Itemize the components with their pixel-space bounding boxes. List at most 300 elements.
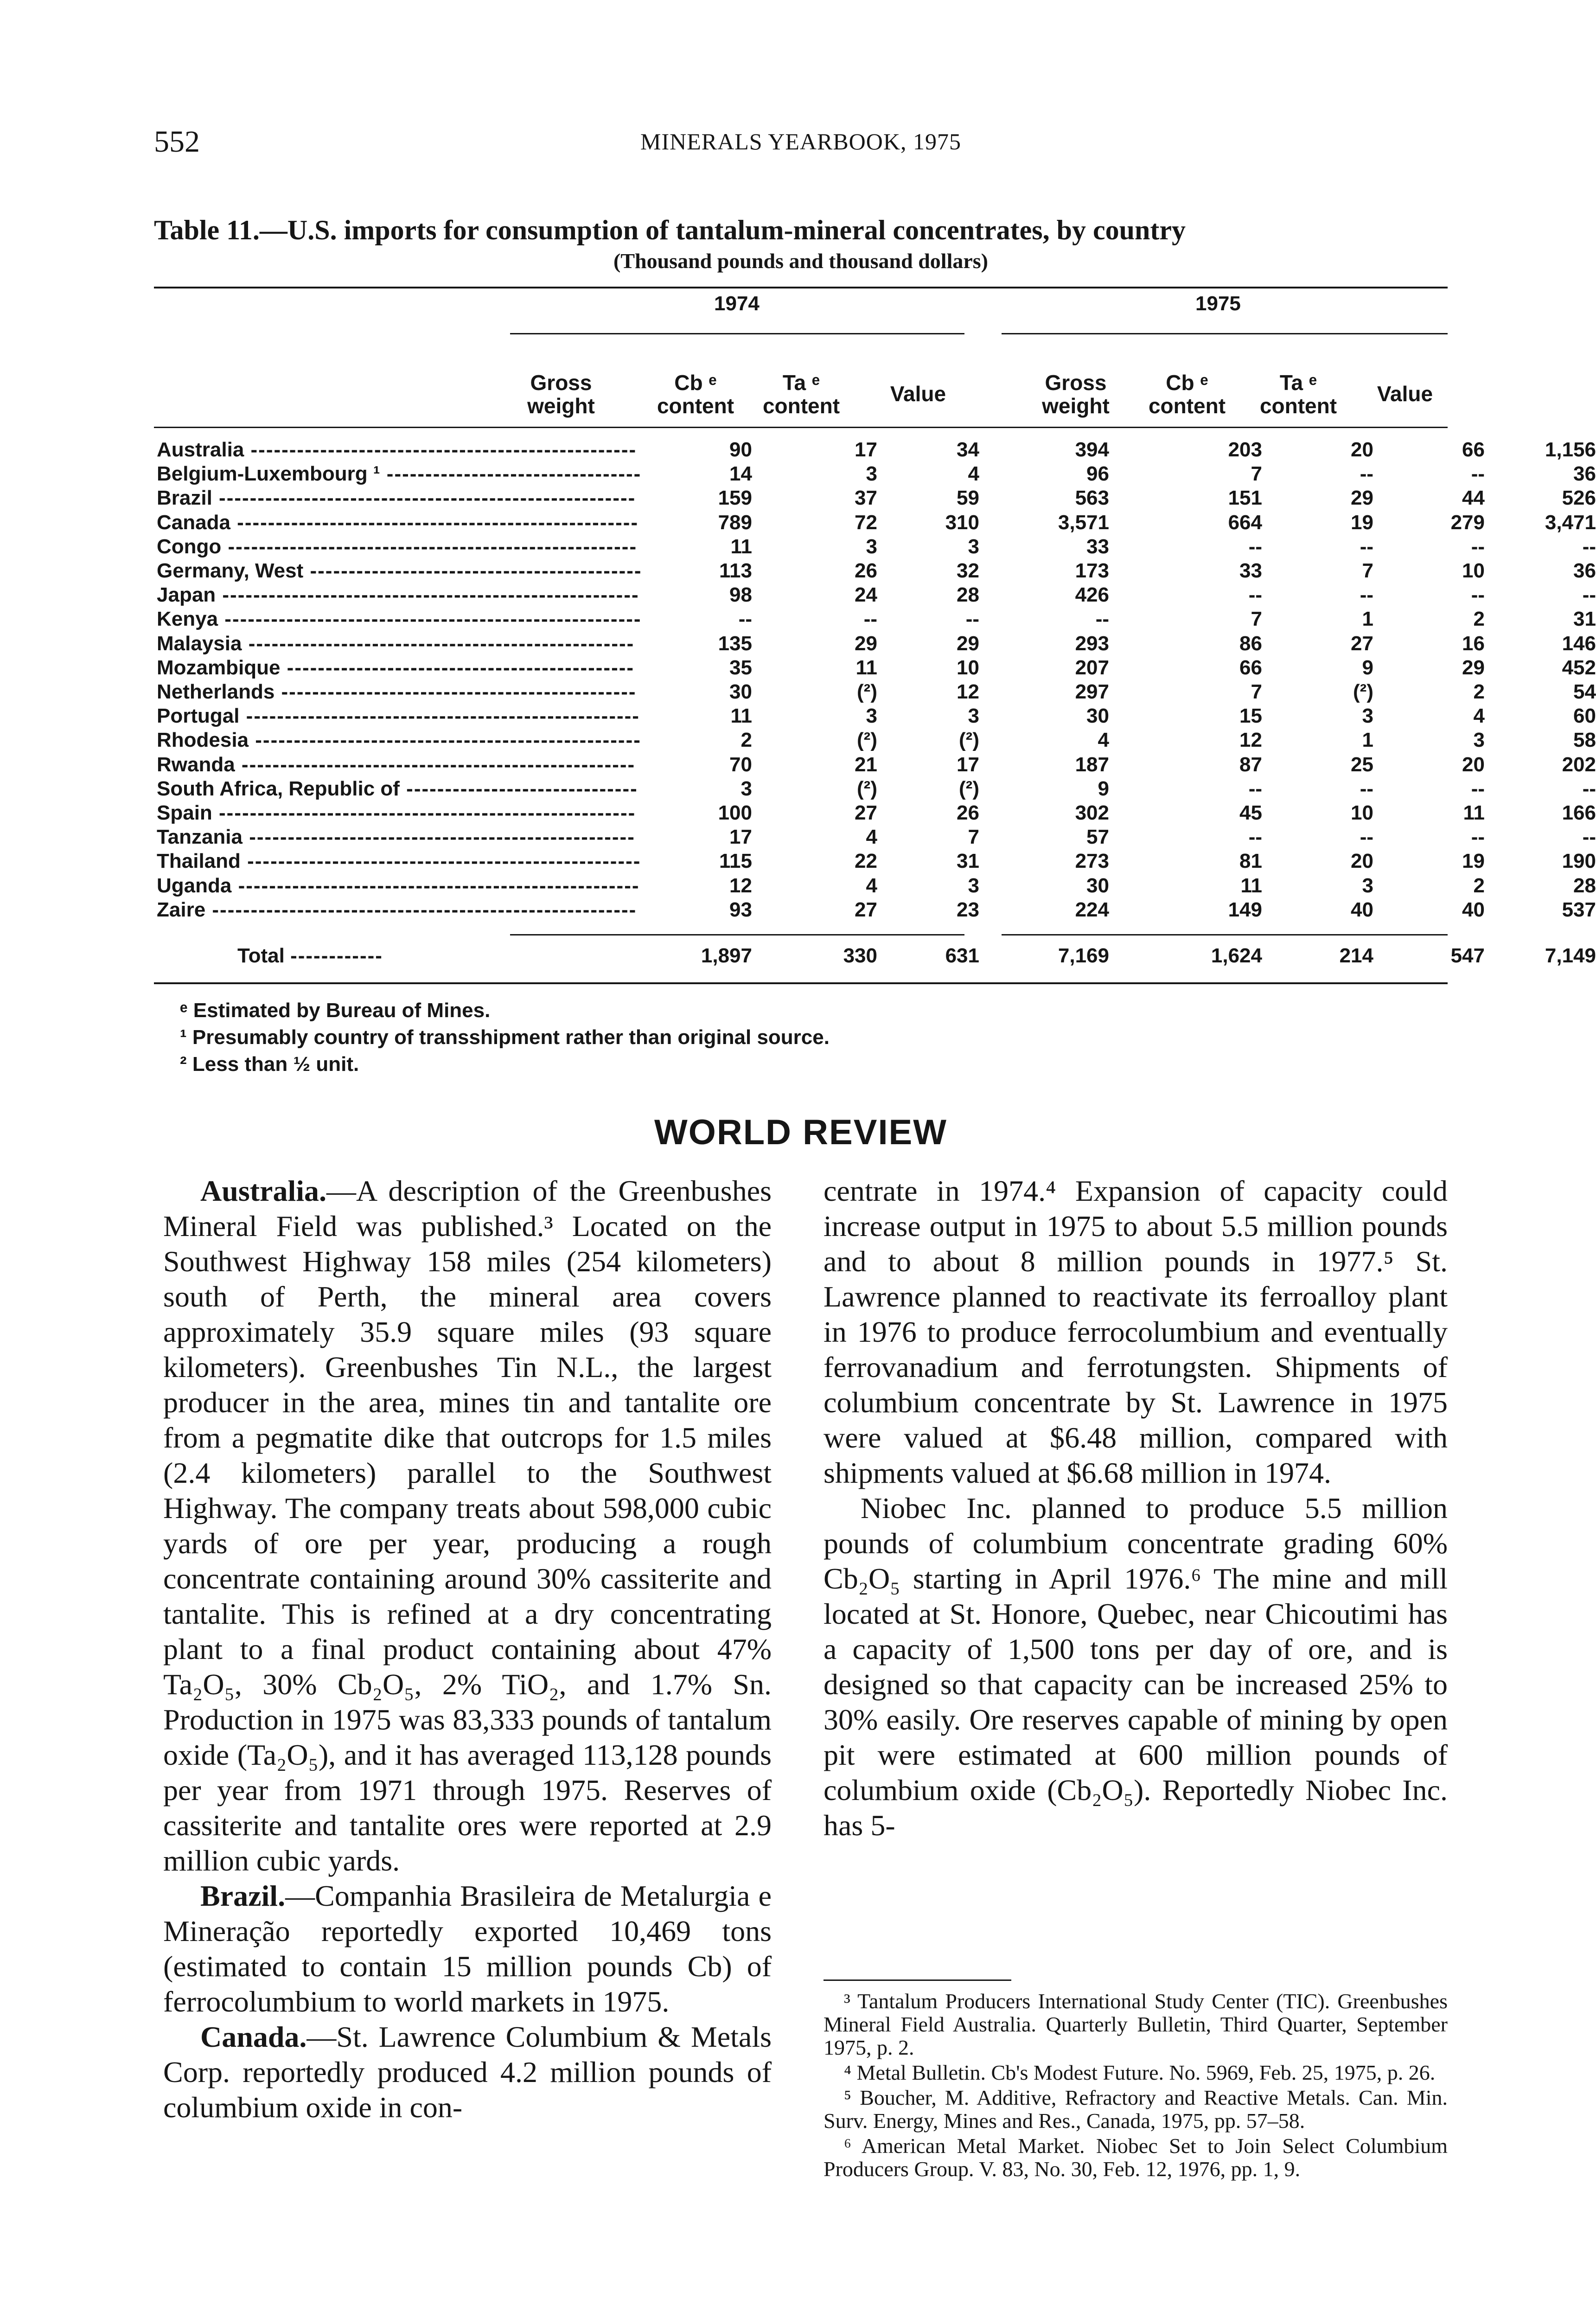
col-head-1974-ta	[755, 371, 848, 417]
total-label	[237, 944, 383, 967]
leader-dots: ------------	[290, 944, 383, 967]
value-cell: 3	[968, 705, 979, 728]
value-cell: 4	[968, 462, 979, 486]
value-cell: 9	[1098, 777, 1109, 800]
footnote-rule	[824, 1979, 1011, 1981]
value-cell: 19	[1351, 511, 1373, 534]
value-cell: 7	[1251, 680, 1262, 703]
country-cell	[157, 632, 634, 655]
value-cell: --	[1360, 583, 1373, 607]
paragraph-brazil	[163, 1878, 772, 2019]
value-cell: 3	[1362, 705, 1373, 728]
table-row	[154, 705, 1596, 729]
value-cell: 1,156	[1545, 438, 1596, 461]
leader-dots: ------------------------------------------------------	[212, 487, 636, 510]
year-1974-rule	[510, 333, 964, 334]
value-cell: 44	[1462, 487, 1485, 510]
value-cell: 135	[718, 632, 752, 655]
total-cell: 1,897	[701, 944, 752, 967]
value-cell: 30	[1086, 705, 1109, 728]
value-cell: 29	[957, 632, 979, 655]
leader-dots: ------------------------------	[399, 777, 638, 800]
value-cell: 10	[957, 656, 979, 679]
total-cell: 547	[1450, 944, 1485, 967]
table-row	[154, 850, 1596, 874]
table-row	[154, 801, 1596, 826]
value-cell: 426	[1075, 583, 1109, 607]
value-cell: 11	[1240, 874, 1262, 897]
col-head-line: Cb ᵉ	[674, 371, 717, 395]
value-cell: 20	[1351, 438, 1373, 461]
leader-dots: -------------------------------------------	[303, 559, 642, 582]
country-cell	[157, 777, 638, 801]
paragraph-australia	[163, 1173, 772, 1878]
value-cell: 11	[855, 656, 877, 679]
value-cell: 7	[968, 826, 979, 849]
value-cell: --	[965, 608, 979, 631]
country-cell	[157, 608, 642, 631]
leader-dots: ----------------------------------------------------	[230, 511, 639, 534]
value-cell: --	[1582, 777, 1596, 800]
col-head-line: Ta ᵉ	[1279, 371, 1317, 395]
value-cell: --	[1471, 462, 1485, 486]
value-cell: 34	[957, 438, 979, 461]
value-cell: 32	[957, 559, 979, 582]
value-cell: 3	[1473, 729, 1485, 752]
leader-dots: ------------------------------------------------------	[218, 608, 642, 631]
country-cell	[157, 680, 637, 704]
table-row	[154, 462, 1596, 487]
value-cell: 81	[1239, 850, 1262, 873]
table-row	[154, 511, 1596, 535]
value-cell: --	[1360, 826, 1373, 849]
table-row	[154, 535, 1596, 559]
value-cell: 19	[1462, 850, 1485, 873]
value-cell: 4	[1473, 705, 1485, 728]
value-cell: 149	[1228, 898, 1262, 921]
value-cell: 3	[968, 535, 979, 558]
text-brazil: —Companhia Brasileira de Metalurgia e Mineração reportedly exported 10,469 tons (estimated to contain 15 million pounds Cb) of ferrocolumbium to world markets in 1975.	[163, 1879, 772, 2018]
value-cell: 3	[866, 705, 877, 728]
value-cell: 1	[1362, 608, 1373, 631]
value-cell: 45	[1239, 801, 1262, 824]
value-cell: (²)	[959, 729, 979, 752]
value-cell: --	[1360, 462, 1373, 486]
table-row	[154, 487, 1596, 511]
value-cell: 297	[1075, 680, 1109, 703]
country-name: Rhodesia	[157, 729, 249, 752]
value-cell: 10	[1462, 559, 1485, 582]
country-cell	[157, 753, 635, 776]
value-cell: 40	[1462, 898, 1485, 921]
country-name: Belgium-Luxembourg ¹	[157, 462, 380, 486]
value-cell: 293	[1075, 632, 1109, 655]
value-cell: 537	[1562, 898, 1596, 921]
table-row	[154, 680, 1596, 705]
table-row	[154, 583, 1596, 608]
value-cell: 310	[945, 511, 979, 534]
leader-dots: --------------------------------------------------	[243, 826, 635, 849]
value-cell: 202	[1562, 753, 1596, 776]
value-cell: 27	[855, 898, 877, 921]
value-cell: 166	[1562, 801, 1596, 824]
value-cell: 27	[855, 801, 877, 824]
leader-dots: ---------------------------------	[380, 462, 642, 486]
value-cell: 96	[1086, 462, 1109, 486]
col-head-1975-ta	[1252, 371, 1345, 417]
value-cell: (²)	[1353, 680, 1373, 703]
value-cell: 31	[1573, 608, 1596, 631]
value-cell: --	[738, 608, 752, 631]
value-cell: 12	[1239, 729, 1262, 752]
country-cell	[157, 850, 641, 873]
country-cell	[157, 874, 640, 897]
lead-australia: Australia.	[200, 1174, 326, 1207]
col-head-1975-value	[1363, 382, 1447, 405]
col-head-1974-gross	[519, 371, 603, 417]
value-cell: 3	[741, 777, 752, 800]
value-cell: 40	[1351, 898, 1373, 921]
value-cell: 66	[1239, 656, 1262, 679]
value-cell: 203	[1228, 438, 1262, 461]
value-cell: --	[1360, 535, 1373, 558]
value-cell: 2	[741, 729, 752, 752]
country-cell	[157, 656, 634, 679]
value-cell: 173	[1075, 559, 1109, 582]
value-cell: 11	[730, 705, 752, 728]
total-label-text: Total	[237, 944, 285, 967]
value-cell: 17	[729, 826, 752, 849]
value-cell: 29	[1462, 656, 1485, 679]
text-australia: —A description of the Greenbushes Mineral Field was published.³ Located on the Southwest Highway 158 miles (254 kilometers) south of Perth, the mineral area covers approximately 35.9 square miles (93 square kilometers). Greenbushes Tin N.L., the largest producer in the area, mines tin and tantalite ore from a pegmatite dike that outcrops for 1.5 miles (2.4 kilometers) parallel to the Southwest Highway. The company treats about 598,000 cubic yards of ore per year, producing a rough concentrate containing around 30% cassiterite and tantalite. This is refined at a dry concentrating plant to a final product containing about 47% Ta₂O₅, 30% Cb₂O₅, 2% TiO₂, and 1.7% Sn. Production in 1975 was 83,333 pounds of tantalum oxide (Ta₂O₅), and it has averaged 113,128 pounds per year from 1971 through 1975. Reserves of cassiterite and tantalite ores were reported at 2.9 million cubic yards.	[163, 1174, 772, 1877]
leader-dots: ----------------------------------------------------	[231, 874, 640, 897]
country-name: Mozambique	[157, 656, 281, 679]
country-name: Congo	[157, 535, 222, 558]
value-cell: 22	[855, 850, 877, 873]
value-cell: --	[1582, 826, 1596, 849]
value-cell: 58	[1573, 729, 1596, 752]
value-cell: 7	[1251, 608, 1262, 631]
table-notes	[180, 997, 830, 1078]
value-cell: --	[1360, 777, 1373, 800]
value-cell: 57	[1086, 826, 1109, 849]
value-cell: 87	[1239, 753, 1262, 776]
paragraph-canada	[163, 2019, 772, 2125]
value-cell: 302	[1075, 801, 1109, 824]
country-cell	[157, 801, 636, 825]
value-cell: 159	[718, 487, 752, 510]
value-cell: 93	[729, 898, 752, 921]
value-cell: 3,471	[1545, 511, 1596, 534]
total-cell: 7,169	[1058, 944, 1109, 967]
value-cell: --	[1471, 826, 1485, 849]
country-name: Kenya	[157, 608, 218, 631]
col-head-line: content	[657, 394, 734, 418]
country-cell	[157, 898, 637, 922]
country-name: Rwanda	[157, 753, 235, 776]
footnote: ³ Tantalum Producers International Study Center (TIC). Greenbushes Mineral Field Australia. Quarterly Bulletin, Third Quarter, September 1975, p. 2.	[824, 1989, 1448, 2059]
country-cell	[157, 559, 642, 583]
value-cell: 35	[729, 656, 752, 679]
country-cell	[157, 535, 637, 558]
value-cell: 26	[957, 801, 979, 824]
value-cell: 789	[718, 511, 752, 534]
country-cell	[157, 511, 638, 534]
value-cell: 452	[1562, 656, 1596, 679]
total-rule-1975	[1002, 934, 1448, 935]
value-cell: 33	[1086, 535, 1109, 558]
value-cell: 12	[957, 680, 979, 703]
value-cell: --	[1471, 777, 1485, 800]
total-cell: 330	[843, 944, 877, 967]
country-name: Spain	[157, 801, 212, 824]
value-cell: 146	[1562, 632, 1596, 655]
footnote: ⁴ Metal Bulletin. Cb's Modest Future. No. 5969, Feb. 25, 1975, p. 26.	[844, 2061, 1436, 2084]
value-cell: 14	[729, 462, 752, 486]
value-cell: 90	[729, 438, 752, 461]
leader-dots: ---------------------------------------------------	[240, 850, 641, 873]
value-cell: 9	[1362, 656, 1373, 679]
value-cell: (²)	[959, 777, 979, 800]
value-cell: 30	[1086, 874, 1109, 897]
table-subtitle: (Thousand pounds and thousand dollars)	[613, 249, 988, 273]
value-cell: --	[1095, 608, 1109, 631]
leader-dots: ----------------------------------------------	[275, 680, 637, 703]
value-cell: 2	[1473, 608, 1485, 631]
value-cell: 1	[1362, 729, 1373, 752]
table-row	[154, 826, 1596, 850]
value-cell: 4	[866, 874, 877, 897]
value-cell: 279	[1450, 511, 1485, 534]
value-cell: 20	[1351, 850, 1373, 873]
value-cell: 29	[855, 632, 877, 655]
col-head-line: content	[1148, 394, 1226, 418]
col-head-line: weight	[527, 394, 595, 418]
value-cell: --	[1248, 777, 1262, 800]
table-row	[154, 729, 1596, 753]
value-cell: --	[1248, 535, 1262, 558]
total-cell: 631	[945, 944, 979, 967]
leader-dots: -------------------------------------------------------	[205, 898, 637, 921]
value-cell: (²)	[857, 777, 877, 800]
table-row	[154, 559, 1596, 583]
table-row	[154, 656, 1596, 680]
value-cell: 100	[718, 801, 752, 824]
value-cell: (²)	[857, 729, 877, 752]
text-canada: —St. Lawrence Columbium & Metals Corp. reportedly produced 4.2 million pounds of columbium oxide in con-	[163, 2020, 772, 2124]
value-cell: 36	[1573, 462, 1596, 486]
section-heading: WORLD REVIEW	[654, 1113, 947, 1152]
country-name: Netherlands	[157, 680, 275, 703]
table-row	[154, 632, 1596, 656]
value-cell: 3	[968, 874, 979, 897]
table-note: ¹ Presumably country of transshipment rather than original source.	[180, 1026, 830, 1049]
col-head-line: Gross	[530, 371, 592, 395]
paragraph-niobec: Niobec Inc. planned to produce 5.5 million pounds of columbium concentrate grading 60% Cb₂O₅ starting in April 1976.⁶ The mine and mill located at St. Honore, Quebec, near Chicoutimi has a capacity of 1,500 tons per day of ore, and is designed so that capacity can be increased 25% to 30% easily. Ore reserves capable of mining by open pit were estimated at 600 million pounds of columbium oxide (Cb₂O₅). Reportedly Niobec Inc. has 5-	[824, 1492, 1448, 1842]
lead-canada: Canada.	[200, 2020, 307, 2053]
table-row	[154, 777, 1596, 801]
value-cell: 2	[1473, 680, 1485, 703]
year-label-1975: 1975	[1195, 292, 1241, 315]
value-cell: 11	[1463, 801, 1485, 824]
value-cell: 151	[1228, 487, 1262, 510]
value-cell: 187	[1075, 753, 1109, 776]
country-name: Uganda	[157, 874, 232, 897]
year-label-1974: 1974	[714, 292, 760, 315]
table-row	[154, 753, 1596, 777]
country-name: Brazil	[157, 487, 212, 510]
col-head-1974-value	[876, 382, 960, 405]
footnote: ⁶ American Metal Market. Niobec Set to Join Select Columbium Producers Group. V. 83, No. 30, Feb. 12, 1976, pp. 1, 9.	[824, 2134, 1448, 2181]
country-name: Thailand	[157, 850, 241, 873]
country-name: South Africa, Republic of	[157, 777, 400, 800]
col-head-line: Ta ᵉ	[782, 371, 820, 395]
value-cell: 12	[729, 874, 752, 897]
value-cell: 7	[1251, 462, 1262, 486]
value-cell: 72	[855, 511, 877, 534]
value-cell: --	[863, 608, 877, 631]
table-row	[154, 874, 1596, 898]
value-cell: 16	[1462, 632, 1485, 655]
value-cell: 66	[1462, 438, 1485, 461]
value-cell: 7	[1362, 559, 1373, 582]
leader-dots: ------------------------------------------------------	[216, 583, 639, 607]
col-head-line: Cb ᵉ	[1166, 371, 1208, 395]
total-cell: 1,624	[1211, 944, 1262, 967]
header-bottom-rule	[154, 427, 1448, 428]
value-cell: 17	[957, 753, 979, 776]
leader-dots: --------------------------------------------------	[249, 729, 641, 752]
country-cell	[157, 583, 639, 607]
country-name: Germany, West	[157, 559, 304, 582]
value-cell: (²)	[857, 680, 877, 703]
footnotes	[824, 1990, 1448, 2183]
value-cell: 664	[1228, 511, 1262, 534]
value-cell: 11	[730, 535, 752, 558]
country-name: Japan	[157, 583, 216, 607]
col-head-line: Gross	[1045, 371, 1107, 395]
value-cell: 59	[957, 487, 979, 510]
value-cell: 28	[1573, 874, 1596, 897]
value-cell: 24	[855, 583, 877, 607]
value-cell: 15	[1239, 705, 1262, 728]
value-cell: 25	[1351, 753, 1373, 776]
table-row	[154, 898, 1596, 922]
value-cell: 113	[719, 559, 752, 582]
value-cell: 54	[1573, 680, 1596, 703]
running-head	[154, 124, 1448, 161]
value-cell: 224	[1075, 898, 1109, 921]
table-row	[154, 438, 1596, 462]
table-top-rule	[154, 287, 1448, 288]
year-1975-rule	[1002, 333, 1448, 334]
value-cell: 33	[1239, 559, 1262, 582]
col-head-line: content	[1259, 394, 1337, 418]
value-cell: --	[1248, 583, 1262, 607]
country-name: Malaysia	[157, 632, 242, 655]
value-cell: 10	[1351, 801, 1373, 824]
col-head-1975-cb	[1141, 371, 1233, 417]
country-cell	[157, 826, 635, 849]
value-cell: 273	[1075, 850, 1109, 873]
country-name: Australia	[157, 438, 244, 461]
value-cell: 3	[1362, 874, 1373, 897]
value-cell: 27	[1351, 632, 1373, 655]
value-cell: 70	[729, 753, 752, 776]
lead-brazil: Brazil.	[200, 1879, 286, 1912]
country-name: Tanzania	[157, 826, 243, 849]
value-cell: 526	[1562, 487, 1596, 510]
table-row	[154, 608, 1596, 632]
leader-dots: -----------------------------------------------------	[221, 535, 638, 558]
col-head-line: content	[762, 394, 840, 418]
value-cell: --	[1248, 826, 1262, 849]
value-cell: 3	[866, 462, 877, 486]
value-cell: 2	[1473, 874, 1485, 897]
leader-dots: --------------------------------------------------	[242, 632, 635, 655]
table-bottom-rule	[154, 982, 1448, 984]
value-cell: 20	[1462, 753, 1485, 776]
value-cell: 26	[855, 559, 877, 582]
value-cell: --	[1582, 535, 1596, 558]
leader-dots: --------------------------------------------------	[244, 438, 637, 461]
value-cell: 23	[957, 898, 979, 921]
value-cell: 21	[855, 753, 877, 776]
value-cell: 394	[1075, 438, 1109, 461]
col-head-1974-cb	[649, 371, 742, 417]
table-note: ᵉ Estimated by Bureau of Mines.	[180, 999, 491, 1022]
col-head-line: Value	[1377, 382, 1433, 406]
country-cell	[157, 729, 641, 752]
col-head-1975-gross	[1029, 371, 1122, 417]
left-text-column	[163, 1173, 772, 2125]
leader-dots: ---------------------------------------------------	[235, 753, 636, 776]
value-cell: 36	[1573, 559, 1596, 582]
value-cell: 190	[1562, 850, 1596, 873]
page-number: 552	[154, 125, 200, 159]
value-cell: 207	[1075, 656, 1109, 679]
leader-dots: ------------------------------------------------------	[212, 801, 636, 824]
value-cell: 86	[1239, 632, 1262, 655]
country-name: Zaire	[157, 898, 206, 921]
col-head-line: Value	[890, 382, 946, 406]
value-cell: --	[1471, 583, 1485, 607]
country-cell	[157, 462, 641, 486]
value-cell: 3,571	[1058, 511, 1109, 534]
country-cell	[157, 438, 637, 461]
value-cell: 98	[729, 583, 752, 607]
footnote: ⁵ Boucher, M. Additive, Refractory and Reactive Metals. Can. Min. Surv. Energy, Mines and Res., Canada, 1975, pp. 57–58.	[824, 2086, 1448, 2133]
book-title: MINERALS YEARBOOK, 1975	[640, 128, 961, 154]
value-cell: 17	[855, 438, 877, 461]
total-cell: 214	[1339, 944, 1373, 967]
country-cell	[157, 705, 640, 728]
paragraph-canada-cont: centrate in 1974.⁴ Expansion of capacity could increase output in 1975 to about 5.5 million pounds and to about 8 million pounds in 1977.⁵ St. Lawrence planned to reactivate its ferroalloy plant in 1976 to produce ferrocolumbium and eventually ferrovanadium and ferrotungsten. Shipments of columbium concentrate by St. Lawrence in 1975 were valued at $6.48 million, compared with shipments valued at $6.68 million in 1974.	[824, 1174, 1448, 1489]
leader-dots: ---------------------------------------------	[280, 656, 635, 679]
country-cell	[157, 487, 636, 510]
country-name: Canada	[157, 511, 230, 534]
table-title: Table 11.—U.S. imports for consumption of tantalum-mineral concentrates, by country	[154, 215, 1186, 245]
value-cell: 4	[1098, 729, 1109, 752]
value-cell: 4	[866, 826, 877, 849]
value-cell: 115	[719, 850, 752, 873]
value-cell: 29	[1351, 487, 1373, 510]
country-name: Portugal	[157, 705, 240, 728]
value-cell: 28	[957, 583, 979, 607]
total-rule-1974	[510, 934, 964, 935]
col-head-line: weight	[1042, 394, 1110, 418]
table-note: ² Less than ½ unit.	[180, 1053, 359, 1076]
